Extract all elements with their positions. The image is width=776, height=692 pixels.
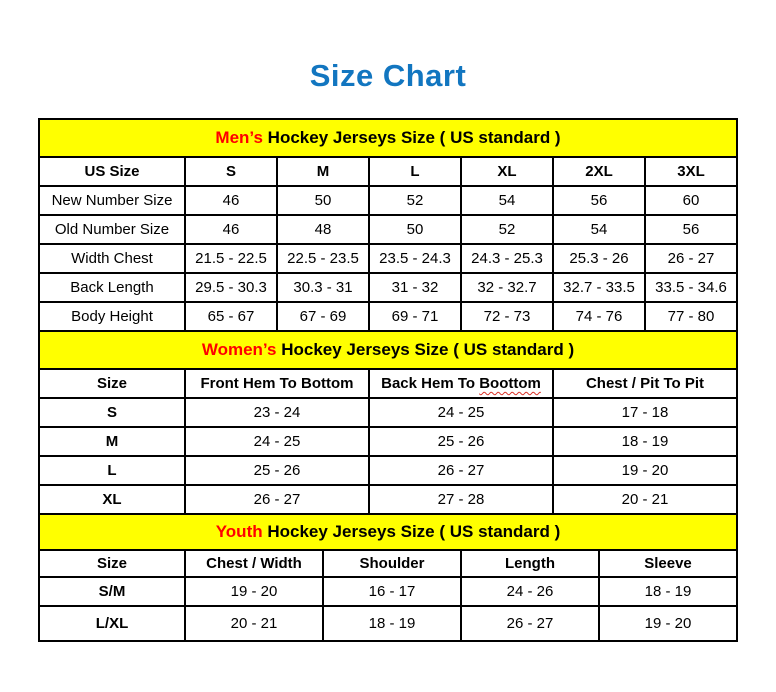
row-label: Back Length xyxy=(39,273,185,302)
section-mens xyxy=(38,118,738,332)
section-womens xyxy=(38,330,738,515)
size-value-cell: 18 - 19 xyxy=(323,606,461,641)
size-value-cell: 19 - 20 xyxy=(599,606,737,641)
banner-rest-text: Hockey Jerseys Size ( US standard ) xyxy=(262,128,561,147)
size-value-cell: 23 - 24 xyxy=(185,398,369,427)
corner-header: US Size xyxy=(39,157,185,186)
row-label: S/M xyxy=(39,577,185,606)
row-label: Body Height xyxy=(39,302,185,331)
size-value-cell: 30.3 - 31 xyxy=(277,273,369,302)
size-value-cell: 18 - 19 xyxy=(599,577,737,606)
table-row xyxy=(39,606,737,641)
column-header: Back Hem To Boottom xyxy=(369,369,553,398)
size-value-cell: 24.3 - 25.3 xyxy=(461,244,553,273)
size-value-cell: 67 - 69 xyxy=(277,302,369,331)
misspelled-word: Boottom xyxy=(479,375,541,392)
table-row xyxy=(39,456,737,485)
size-value-cell: 50 xyxy=(277,186,369,215)
size-value-cell: 21.5 - 22.5 xyxy=(185,244,277,273)
size-value-cell: 25 - 26 xyxy=(185,456,369,485)
corner-header: Size xyxy=(39,550,185,577)
column-header: Chest / Width xyxy=(185,550,323,577)
row-label: New Number Size xyxy=(39,186,185,215)
column-header: Length xyxy=(461,550,599,577)
table-row xyxy=(39,186,737,215)
header-row xyxy=(39,157,737,186)
column-header: XL xyxy=(461,157,553,186)
column-header: 3XL xyxy=(645,157,737,186)
size-value-cell: 52 xyxy=(461,215,553,244)
mens-size-table xyxy=(38,156,738,332)
size-value-cell: 32 - 32.7 xyxy=(461,273,553,302)
table-row xyxy=(39,427,737,456)
column-header: S xyxy=(185,157,277,186)
row-label: Width Chest xyxy=(39,244,185,273)
size-value-cell: 54 xyxy=(461,186,553,215)
size-value-cell: 22.5 - 23.5 xyxy=(277,244,369,273)
size-value-cell: 72 - 73 xyxy=(461,302,553,331)
size-value-cell: 24 - 25 xyxy=(185,427,369,456)
size-value-cell: 74 - 76 xyxy=(553,302,645,331)
column-header: Shoulder xyxy=(323,550,461,577)
size-value-cell: 32.7 - 33.5 xyxy=(553,273,645,302)
row-label: L xyxy=(39,456,185,485)
youth-size-table xyxy=(38,549,738,642)
size-value-cell: 24 - 26 xyxy=(461,577,599,606)
header-row xyxy=(39,550,737,577)
size-value-cell: 25 - 26 xyxy=(369,427,553,456)
table-row xyxy=(39,398,737,427)
table-row xyxy=(39,302,737,331)
row-label: Old Number Size xyxy=(39,215,185,244)
corner-header: Size xyxy=(39,369,185,398)
size-value-cell: 31 - 32 xyxy=(369,273,461,302)
column-header: Sleeve xyxy=(599,550,737,577)
size-value-cell: 54 xyxy=(553,215,645,244)
section-youth xyxy=(38,513,738,642)
header-row xyxy=(39,369,737,398)
size-value-cell: 19 - 20 xyxy=(553,456,737,485)
table-row xyxy=(39,485,737,514)
page-title: Size Chart xyxy=(309,58,467,93)
size-value-cell: 26 - 27 xyxy=(461,606,599,641)
size-value-cell: 17 - 18 xyxy=(553,398,737,427)
size-value-cell: 77 - 80 xyxy=(645,302,737,331)
mens-section-banner xyxy=(38,118,738,158)
womens-section-banner xyxy=(38,330,738,370)
size-value-cell: 25.3 - 26 xyxy=(553,244,645,273)
size-value-cell: 23.5 - 24.3 xyxy=(369,244,461,273)
row-label: XL xyxy=(39,485,185,514)
banner-rest-text: Hockey Jerseys Size ( US standard ) xyxy=(262,522,561,541)
size-value-cell: 48 xyxy=(277,215,369,244)
size-value-cell: 50 xyxy=(369,215,461,244)
column-header: Chest / Pit To Pit xyxy=(553,369,737,398)
size-value-cell: 65 - 67 xyxy=(185,302,277,331)
size-value-cell: 33.5 - 34.6 xyxy=(645,273,737,302)
column-header: 2XL xyxy=(553,157,645,186)
womens-size-table xyxy=(38,368,738,515)
size-value-cell: 69 - 71 xyxy=(369,302,461,331)
banner-highlight-text: Women’s xyxy=(201,340,277,359)
size-value-cell: 29.5 - 30.3 xyxy=(185,273,277,302)
size-value-cell: 56 xyxy=(553,186,645,215)
size-value-cell: 46 xyxy=(185,215,277,244)
table-row xyxy=(39,215,737,244)
size-value-cell: 24 - 25 xyxy=(369,398,553,427)
row-label: L/XL xyxy=(39,606,185,641)
column-header: Front Hem To Bottom xyxy=(185,369,369,398)
size-value-cell: 60 xyxy=(645,186,737,215)
size-value-cell: 16 - 17 xyxy=(323,577,461,606)
size-chart-container xyxy=(38,118,738,642)
size-value-cell: 19 - 20 xyxy=(185,577,323,606)
table-row xyxy=(39,577,737,606)
size-value-cell: 20 - 21 xyxy=(553,485,737,514)
size-value-cell: 56 xyxy=(645,215,737,244)
size-value-cell: 52 xyxy=(369,186,461,215)
size-value-cell: 26 - 27 xyxy=(369,456,553,485)
banner-highlight-text: Men’s xyxy=(215,128,263,147)
banner-rest-text: Hockey Jerseys Size ( US standard ) xyxy=(276,340,575,359)
youth-section-banner xyxy=(38,513,738,551)
column-header: L xyxy=(369,157,461,186)
size-value-cell: 26 - 27 xyxy=(645,244,737,273)
size-value-cell: 27 - 28 xyxy=(369,485,553,514)
size-value-cell: 46 xyxy=(185,186,277,215)
table-row xyxy=(39,273,737,302)
size-value-cell: 26 - 27 xyxy=(185,485,369,514)
table-row xyxy=(39,244,737,273)
column-header: M xyxy=(277,157,369,186)
row-label: S xyxy=(39,398,185,427)
row-label: M xyxy=(39,427,185,456)
size-value-cell: 18 - 19 xyxy=(553,427,737,456)
banner-highlight-text: Youth xyxy=(215,522,263,541)
size-value-cell: 20 - 21 xyxy=(185,606,323,641)
